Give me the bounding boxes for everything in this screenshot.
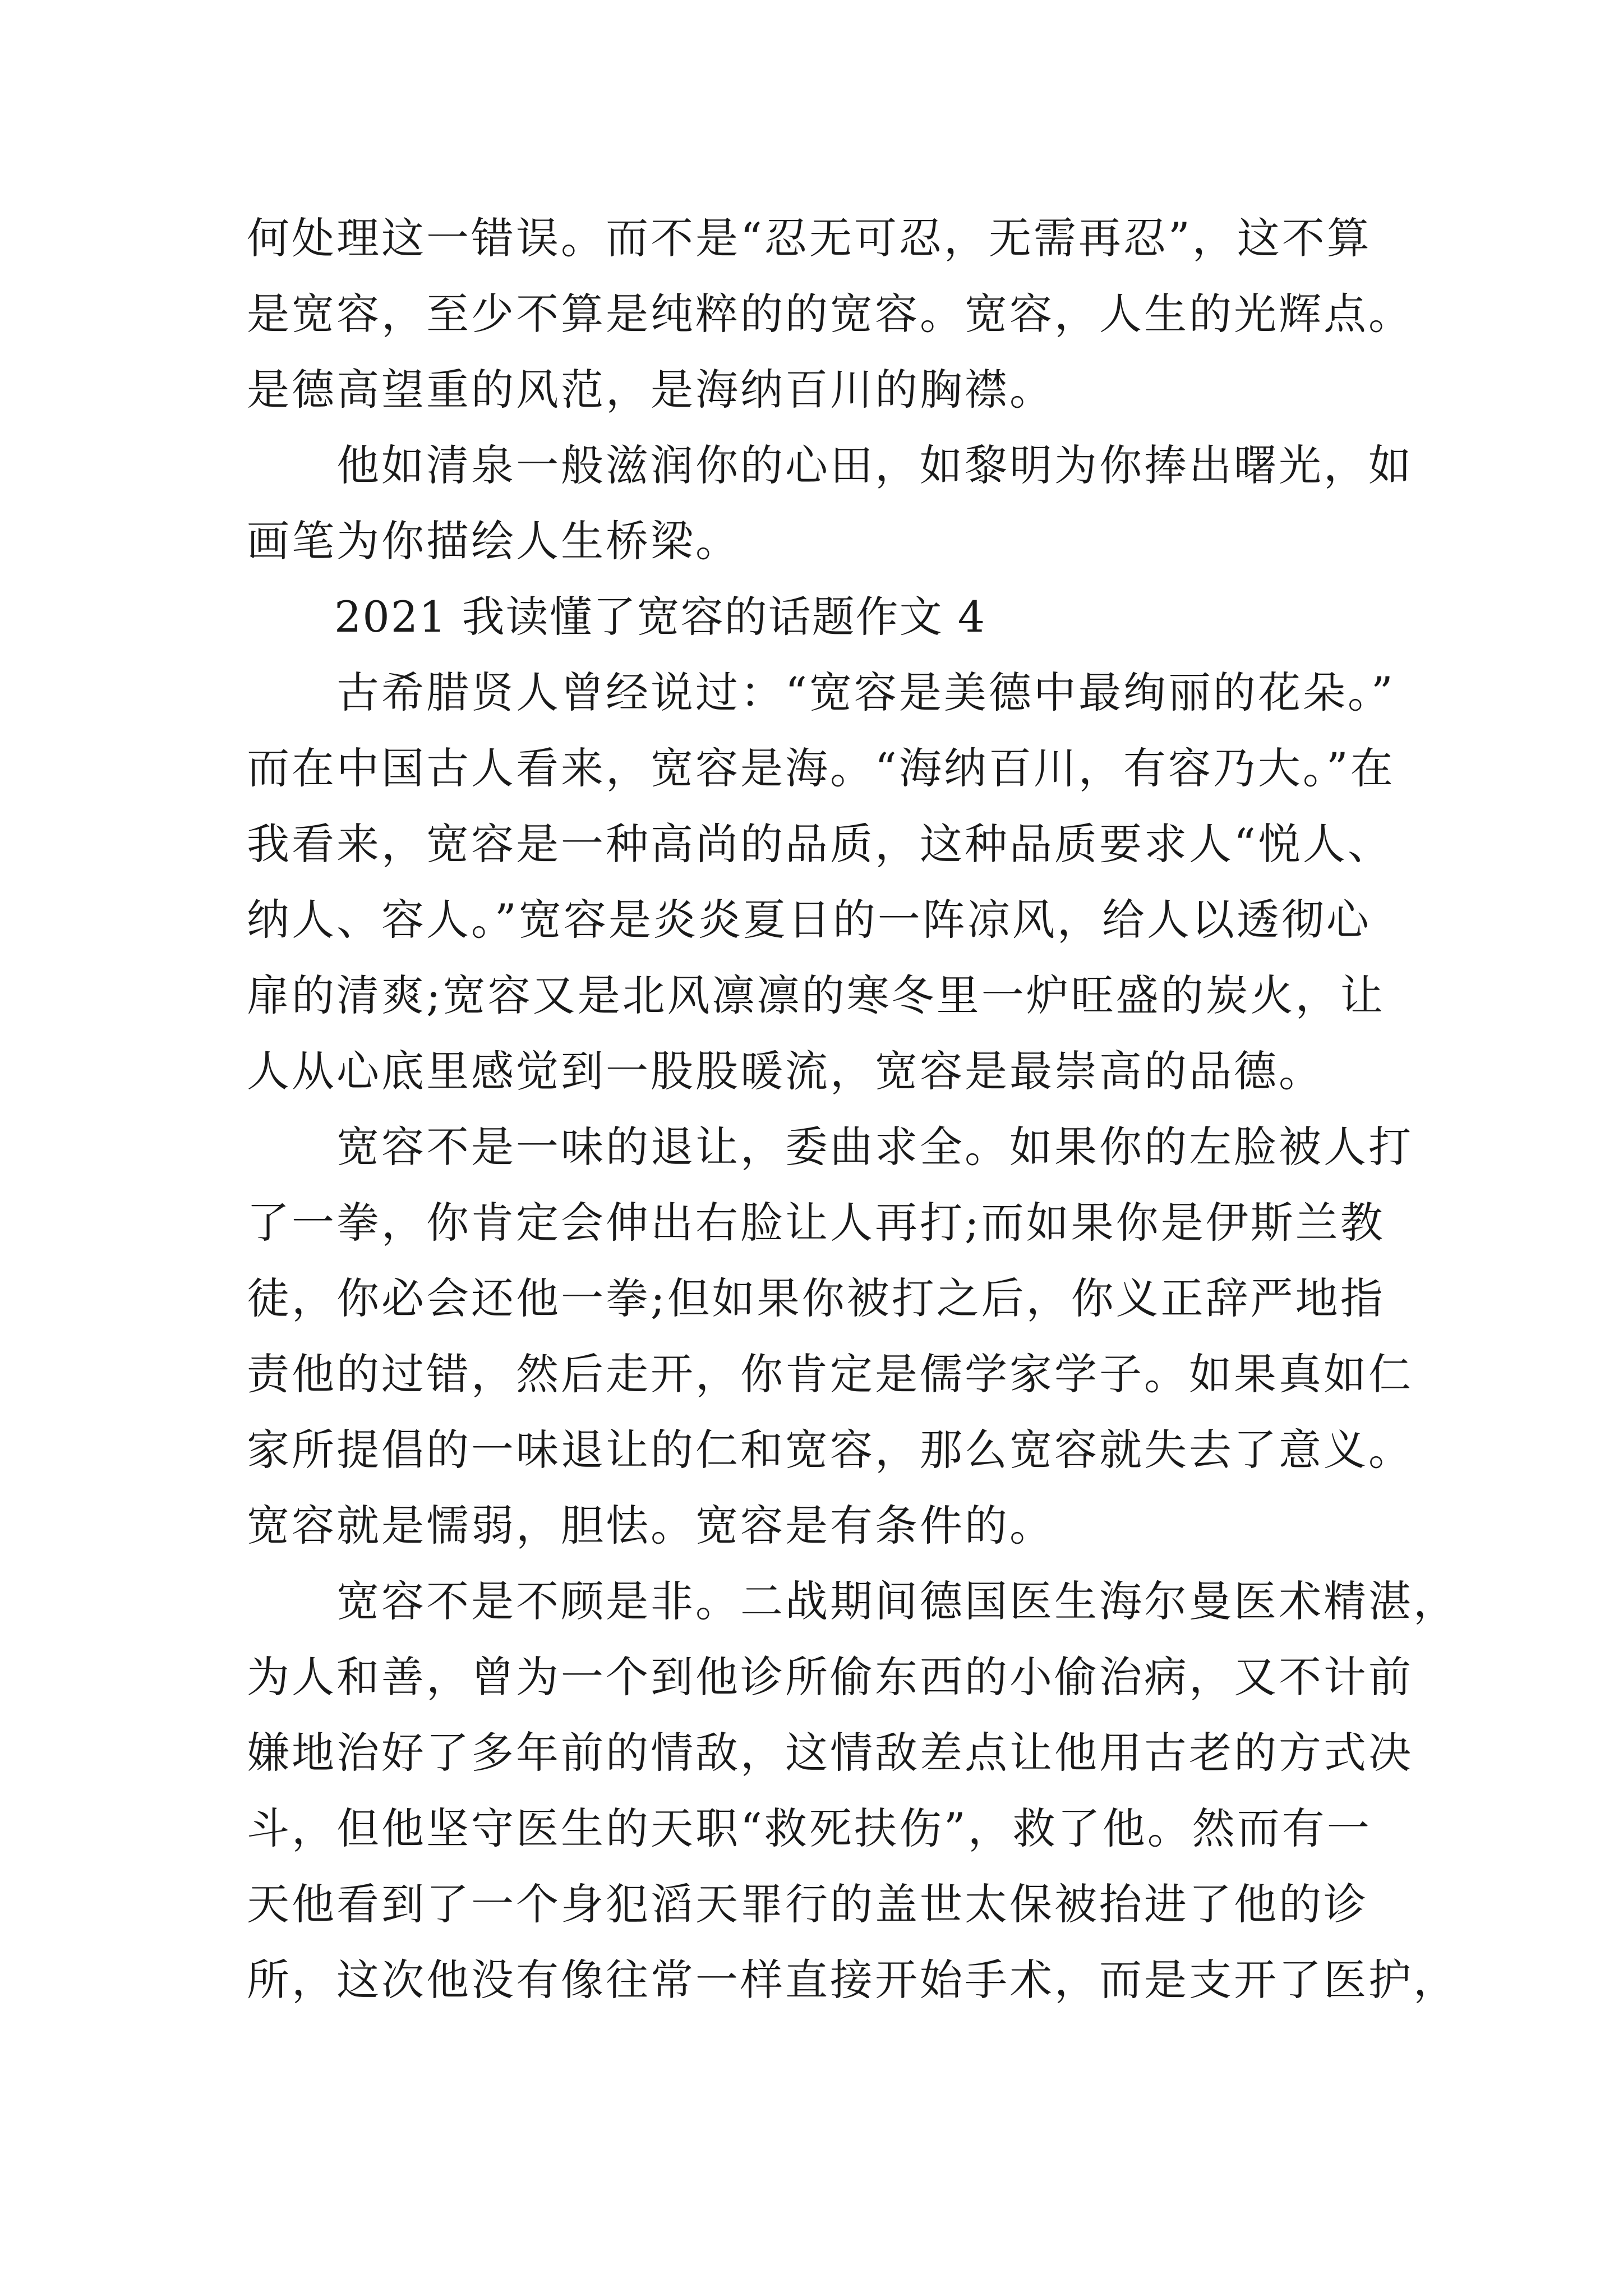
text-line: 何处理这一错误。而不是“忍无可忍，无需再忍”，这不算 <box>247 213 1372 263</box>
text-line: 是德高望重的风范，是海纳百川的胸襟。 <box>247 365 1054 415</box>
text-line: 画笔为你描绘人生桥梁。 <box>247 516 740 566</box>
text-line: 为人和善，曾为一个到他诊所偷东西的小偷治病，又不计前 <box>247 1652 1413 1702</box>
text-line: 人从心底里感觉到一股股暖流，宽容是最崇高的品德。 <box>247 1046 1324 1096</box>
text-line: 天他看到了一个身犯滔天罪行的盖世太保被抬进了他的诊 <box>247 1879 1368 1929</box>
text-line: 了一拳，你肯定会伸出右脸让人再打;而如果你是伊斯兰教 <box>247 1198 1385 1248</box>
text-line: 宽容不是不顾是非。二战期间德国医生海尔曼医术精湛， <box>247 1576 1458 1626</box>
text-line: 纳人、容人。”宽容是炎炎夏日的一阵凉风，给人以透彻心 <box>247 895 1371 945</box>
text-line: 徒，你必会还他一拳;但如果你被打之后，你义正辞严地指 <box>247 1273 1385 1323</box>
text-line: 他如清泉一般滋润你的心田，如黎明为你捧出曙光，如 <box>247 440 1413 490</box>
text-line: 我看来，宽容是一种高尚的品质，这种品质要求人“悦人、 <box>247 819 1393 869</box>
text-line: 是宽容，至少不算是纯粹的的宽容。宽容，人生的光辉点。 <box>247 289 1413 339</box>
text-line: 嫌地治好了多年前的情敌，这情敌差点让他用古老的方式决 <box>247 1728 1413 1778</box>
section-heading: 2021 我读懂了宽容的话题作文 4 <box>247 592 986 642</box>
text-line: 斗，但他坚守医生的天职“救死扶伤”，救了他。然而有一 <box>247 1803 1372 1853</box>
text-line: 宽容不是一味的退让，委曲求全。如果你的左脸被人打 <box>247 1122 1413 1172</box>
text-line: 扉的清爽;宽容又是北风凛凛的寒冬里一炉旺盛的炭火，让 <box>247 970 1385 1020</box>
text-line: 责他的过错，然后走开，你肯定是儒学家学子。如果真如仁 <box>247 1349 1413 1399</box>
text-line: 宽容就是懦弱，胆怯。宽容是有条件的。 <box>247 1501 1054 1550</box>
text-line: 家所提倡的一味退让的仁和宽容，那么宽容就失去了意义。 <box>247 1425 1413 1475</box>
text-line: 古希腊贤人曾经说过：“宽容是美德中最绚丽的花朵。” <box>247 668 1395 717</box>
text-line: 所，这次他没有像往常一样直接开始手术，而是支开了医护， <box>247 1955 1458 2005</box>
text-line: 而在中国古人看来，宽容是海。“海纳百川，有容乃大。”在 <box>247 743 1395 793</box>
